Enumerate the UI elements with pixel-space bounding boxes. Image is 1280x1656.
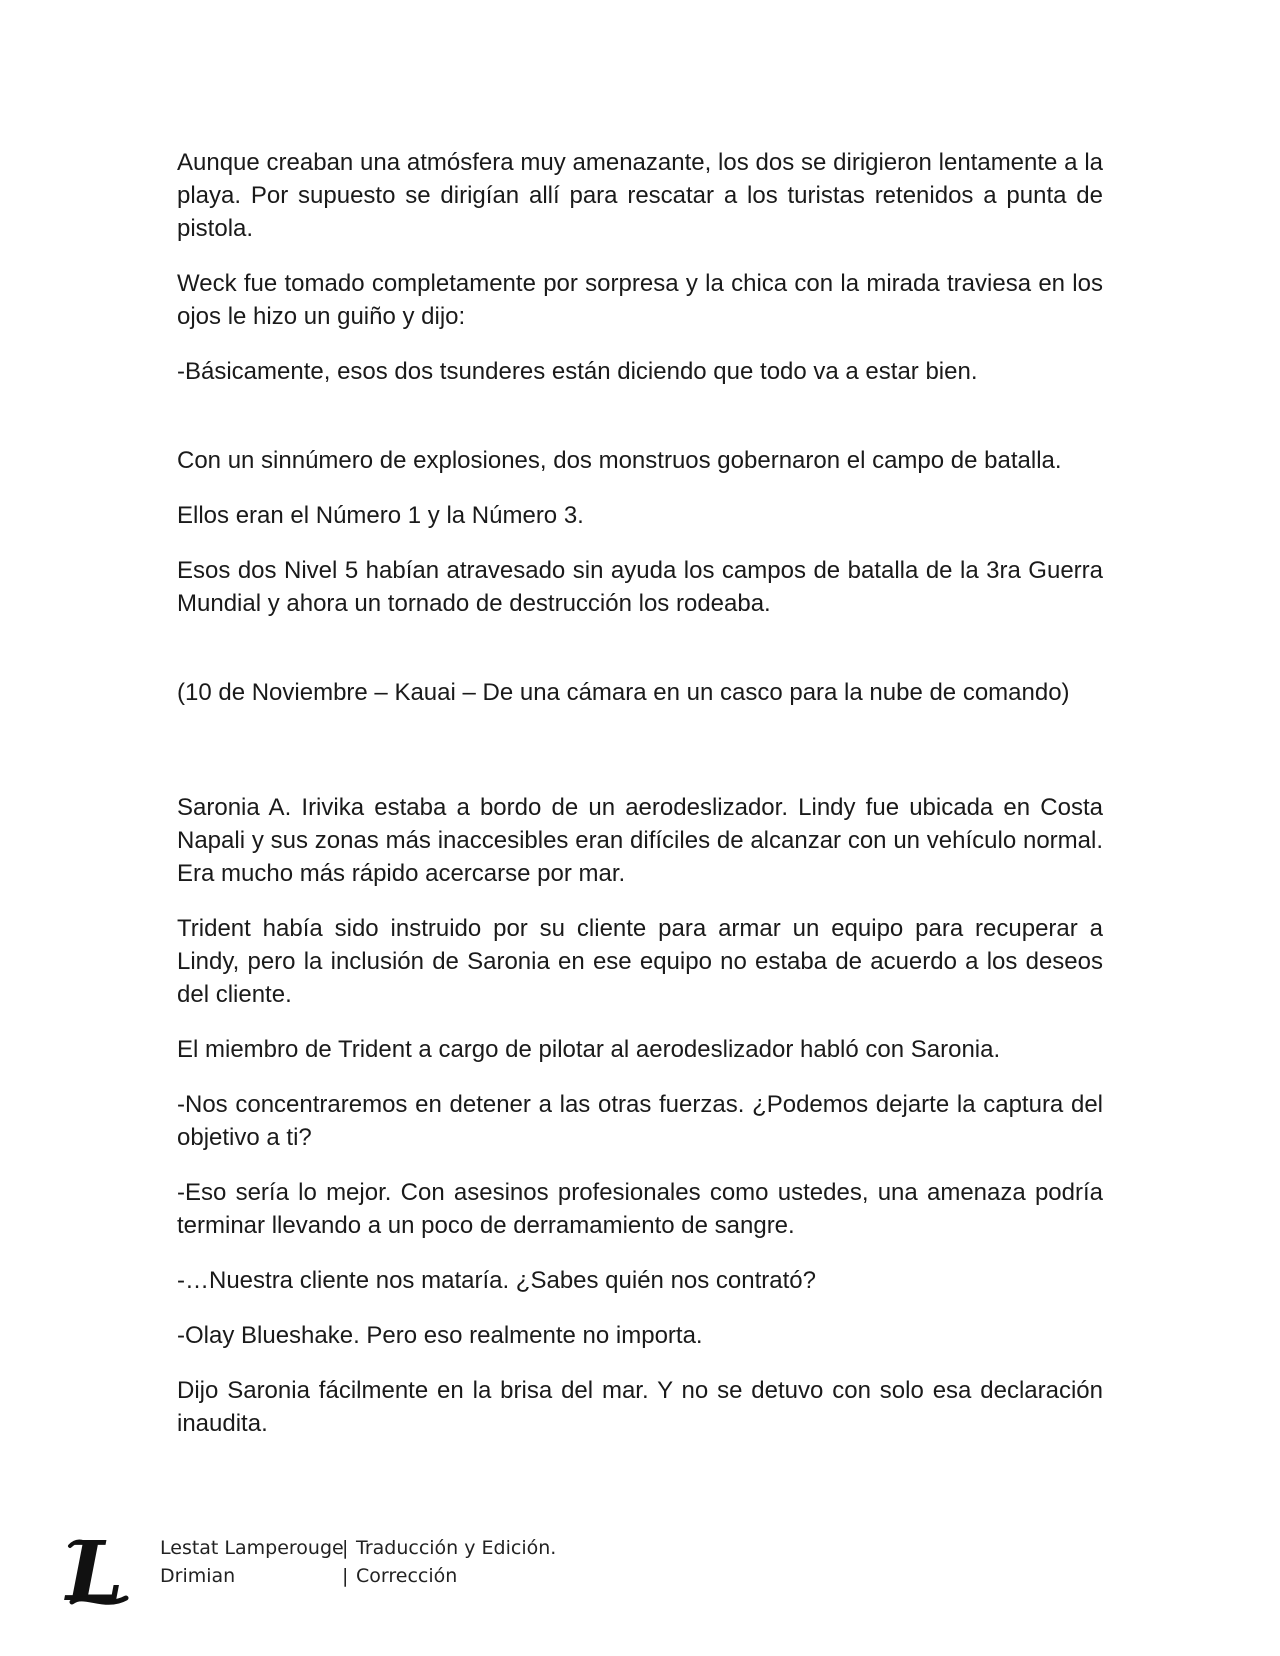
paragraph: Aunque creaban una atmósfera muy amenazante, los dos se dirigieron lentamente a la playa. Por supuesto se dirigían allí para rescatar a los turistas retenidos a punta de pistola. xyxy=(177,149,1103,242)
credit-row xyxy=(160,1562,556,1590)
scene-break xyxy=(177,731,1103,791)
credit-separator: | xyxy=(342,1537,349,1559)
paragraph: Saronia A. Irivika estaba a bordo de un aerodeslizador. Lindy fue ubicada en Costa Napali y sus zonas más inaccesibles eran difíciles de alcanzar con un vehículo normal. Era mucho más rápido acercarse por mar. xyxy=(177,794,1103,887)
credit-name: Drimian xyxy=(160,1565,236,1587)
credit-role: Corrección xyxy=(356,1565,458,1587)
scene-break xyxy=(177,642,1103,676)
dialogue-line: -Nos concentraremos en detener a las otras fuerzas. ¿Podemos dejarte la captura del objetivo a ti? xyxy=(177,1091,1103,1151)
page-footer xyxy=(64,1532,764,1612)
dialogue-line: -Eso sería lo mejor. Con asesinos profesionales como ustedes, una amenaza podría terminar llevando a un poco de derramamiento de sangre. xyxy=(177,1179,1103,1239)
scene-heading: (10 de Noviembre – Kauai – De una cámara en un casco para la nube de comando) xyxy=(177,679,1070,706)
paragraph: Weck fue tomado completamente por sorpresa y la chica con la mirada traviesa en los ojos le hizo un guiño y dijo: xyxy=(177,270,1103,330)
dialogue-line: -Básicamente, esos dos tsunderes están diciendo que todo va a estar bien. xyxy=(177,358,978,385)
dialogue-line: -Olay Blueshake. Pero eso realmente no importa. xyxy=(177,1322,703,1349)
paragraph: Ellos eran el Número 1 y la Número 3. xyxy=(177,502,584,529)
dialogue-line: -…Nuestra cliente nos mataría. ¿Sabes quién nos contrató? xyxy=(177,1267,816,1294)
credit-role: Traducción y Edición. xyxy=(356,1537,557,1559)
paragraph: Con un sinnúmero de explosiones, dos monstruos gobernaron el campo de batalla. xyxy=(177,447,1062,474)
credits-block xyxy=(160,1534,556,1590)
paragraph: Dijo Saronia fácilmente en la brisa del mar. Y no se detuvo con solo esa declaración inaudita. xyxy=(177,1377,1103,1437)
credit-row xyxy=(160,1534,556,1562)
paragraph: Trident había sido instruido por su cliente para armar un equipo para recuperar a Lindy, pero la inclusión de Saronia en ese equipo no estaba de acuerdo a los deseos del cliente. xyxy=(177,915,1103,1008)
credit-name: Lestat Lamperouge xyxy=(160,1537,344,1559)
credit-separator: | xyxy=(342,1565,349,1587)
logo-letter: L xyxy=(66,1532,124,1612)
gothic-l-logo xyxy=(64,1532,134,1612)
paragraph: El miembro de Trident a cargo de pilotar al aerodeslizador habló con Saronia. xyxy=(177,1036,1001,1063)
document-body xyxy=(177,146,1103,1462)
scene-break xyxy=(177,410,1103,444)
paragraph: Esos dos Nivel 5 habían atravesado sin ayuda los campos de batalla de la 3ra Guerra Mundial y ahora un tornado de destrucción los rodeaba. xyxy=(177,557,1103,617)
